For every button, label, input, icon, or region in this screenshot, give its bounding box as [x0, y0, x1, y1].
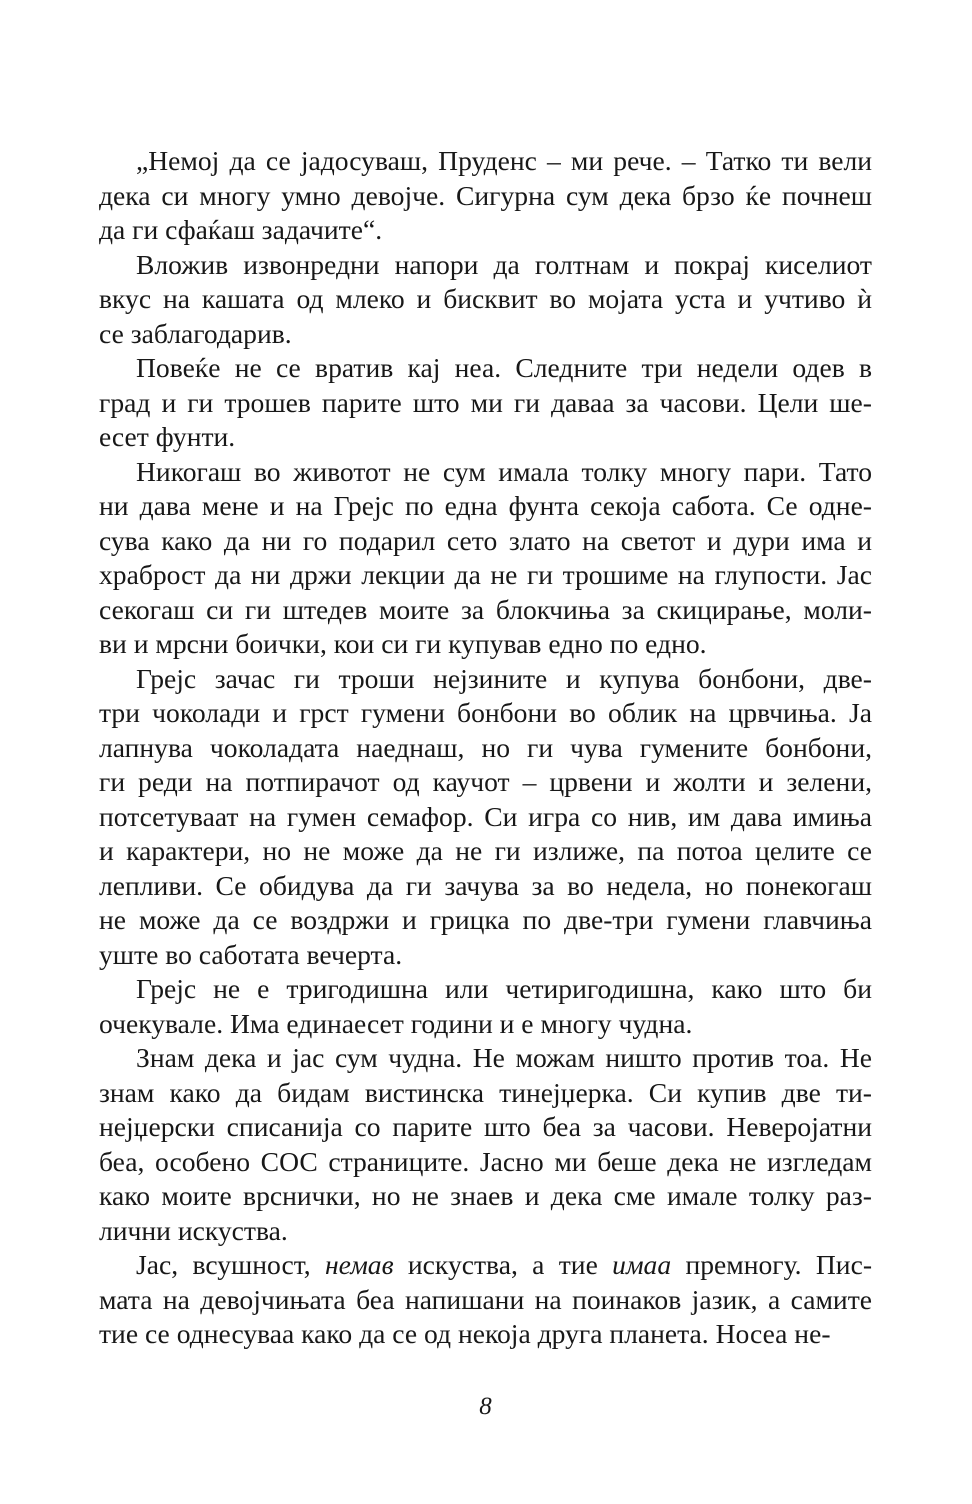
text-segment: искуства, а тие — [393, 1249, 613, 1280]
text-line: очекувале. Има единаесет години и е многу чудна. — [99, 1007, 693, 1039]
text-line: беа, особено СОС страниците. Јасно ми беше дека не изгледам — [99, 1145, 872, 1177]
text-line: ги реди на потпирачот од каучот – црвени и жолти и зелени, — [99, 766, 872, 797]
text-line: да ги сфаќаш задачите“. — [99, 214, 383, 245]
italic-text: имаа — [612, 1249, 672, 1280]
text-line — [99, 1248, 872, 1283]
text-line: три чоколади и грст гумени бонбони во облик на црвчиња. Ја — [99, 697, 872, 728]
text-line: Никогаш во животот не сум имала толку многу пари. Тато — [136, 455, 872, 487]
text-line: нејџерски списанија со парите што беа за часови. Неверојатни — [99, 1111, 872, 1142]
text-line: потсетуваат на гумен семафор. Си игра со нив, им дава имиња — [99, 800, 872, 832]
italic-text: немав — [324, 1249, 394, 1280]
text-line: есет фунти. — [99, 421, 236, 452]
text-line: уште во саботата вечерта. — [99, 938, 403, 970]
text-line: дека си многу умно девојче. Сигурна сум дека брзо ќе почнеш — [99, 179, 872, 211]
text-line: како моите врснички, но не знаев и дека сме имале толку раз- — [99, 1180, 872, 1211]
text-line: мата на девојчињата беа напишани на поинаков јазик, а самите — [99, 1283, 872, 1315]
page-number: 8 — [479, 1393, 492, 1420]
text-line: Вложив извонредни напори да голтнам и покрај киселиот — [136, 248, 872, 280]
text-line: „Немој да се јадосуваш, Пруденс – ми рече. – Татко ти вели — [136, 145, 872, 176]
text-segment: Јас, всушност, — [136, 1249, 325, 1280]
text-line: сува како да ни го подарил сето злато на светот и дури има и — [99, 524, 872, 556]
text-line: секогаш си ги штедев моите за блокчиња за скицирање, моли- — [99, 593, 872, 625]
text-line: и карактери, но не може да не ги излиже, па потоа целите се — [99, 835, 872, 866]
text-line: лични искуства. — [99, 1214, 288, 1246]
text-line: Знам дека и јас сум чудна. Не можам ништо против тоа. Не — [136, 1042, 872, 1073]
text-line: Грејс зачас ги троши нејзините и купува бонбони, две- — [136, 662, 872, 694]
text-line: ни дава мене и на Грејс по една фунта секоја сабота. Се одне- — [99, 490, 872, 521]
text-line: вкус на кашата од млеко и бисквит во мојата уста и учтиво ѝ — [99, 283, 872, 314]
page-text — [99, 144, 872, 1352]
text-line: не може да се воздржи и грицка по две-три гумени главчиња — [99, 904, 872, 935]
text-line: се заблагодарив. — [99, 317, 292, 349]
text-line: лапнува чоколадата наеднаш, но ги чува гумените бонбони, — [99, 731, 872, 763]
text-line: град и ги трошев парите што ми ги даваа за часови. Цели ше- — [99, 386, 872, 418]
text-line: тие се однесуваа како да се од некоја друга планета. Носеа не- — [99, 1318, 831, 1349]
text-line: ви и мрсни боички, кои си ги купував едно по едно. — [99, 628, 707, 659]
text-line: лепливи. Се обидува да ги зачува за во недела, но понекогаш — [99, 869, 872, 901]
text-line: Повеќе не се вратив кај неа. Следните три недели одев в — [136, 352, 872, 383]
text-line: храброст да ни држи лекции да не ги трошиме на глупости. Јас — [99, 559, 872, 590]
text-segment: премногу. Пис- — [671, 1249, 873, 1280]
text-line: Грејс не е тригодишна или четиригодишна, како што би — [136, 973, 872, 1004]
text-line: знам како да бидам вистинска тинејџерка. Си купив две ти- — [99, 1076, 872, 1108]
